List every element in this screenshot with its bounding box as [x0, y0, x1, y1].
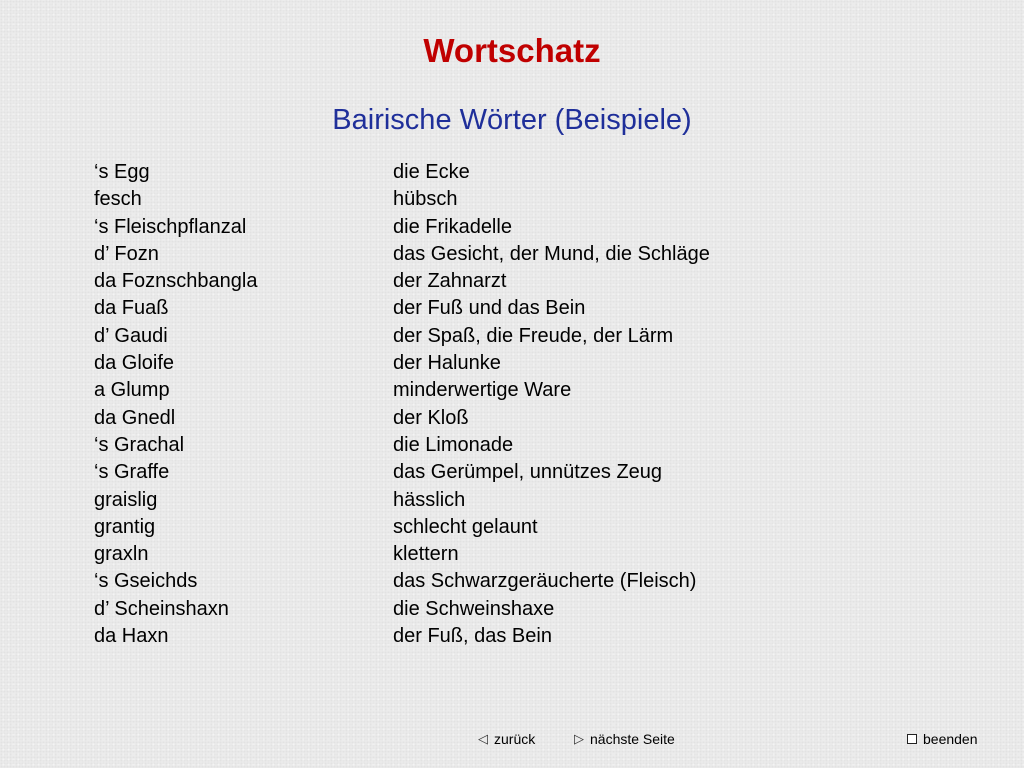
hochdeutsch-translation: die Ecke — [393, 161, 470, 183]
bairisch-word: ‘s Fleischpflanzal — [94, 215, 247, 238]
hochdeutsch-translation: das Schwarzgeräucherte (Fleisch) — [393, 570, 697, 593]
hochdeutsch-translation: hässlich — [393, 488, 466, 511]
vocab-row — [94, 623, 794, 650]
hochdeutsch-translation: der Kloß — [393, 406, 469, 429]
bairisch-word: ‘s Graffe — [94, 461, 170, 484]
bairisch-word: d’ Fozn — [94, 242, 159, 265]
hochdeutsch-translation: minderwertige Ware — [393, 379, 572, 402]
bairisch-word: da Haxn — [94, 625, 169, 648]
bairisch-word: graislig — [94, 488, 158, 511]
vocab-row — [94, 186, 794, 213]
hochdeutsch-translation: der Fuß und das Bein — [393, 297, 586, 320]
bairisch-word: da Fuaß — [94, 297, 169, 320]
page-title: Wortschatz — [423, 32, 601, 69]
back-button[interactable] — [478, 729, 535, 749]
vocab-row — [94, 295, 794, 322]
vocab-row — [94, 214, 794, 241]
vocab-row — [94, 459, 794, 486]
bairisch-word: ‘s Grachal — [94, 433, 185, 456]
hochdeutsch-translation: hübsch — [393, 188, 458, 211]
next-page-label: nächste Seite — [590, 731, 675, 747]
bairisch-word: da Gloife — [94, 352, 175, 375]
hochdeutsch-translation: der Fuß, das Bein — [393, 625, 552, 648]
vocab-row — [94, 350, 794, 377]
bairisch-word: d’ Gaudi — [94, 324, 168, 347]
end-button[interactable] — [907, 729, 978, 749]
hochdeutsch-translation: schlecht gelaunt — [393, 515, 538, 538]
vocab-row — [94, 541, 794, 568]
hochdeutsch-translation: der Halunke — [393, 352, 501, 375]
hochdeutsch-translation: das Gesicht, der Mund, die Schläge — [393, 242, 710, 265]
end-label: beenden — [923, 731, 978, 747]
hochdeutsch-translation: das Gerümpel, unnützes Zeug — [393, 461, 663, 484]
bairisch-word: d’ Scheinshaxn — [94, 597, 229, 620]
bairisch-word: ‘s Egg — [94, 161, 150, 183]
hochdeutsch-translation: klettern — [393, 543, 459, 566]
bairisch-word: a Glump — [94, 379, 170, 402]
bairisch-word: grantig — [94, 515, 156, 538]
vocab-row — [94, 405, 794, 432]
square-outline-icon — [907, 734, 917, 744]
vocab-row — [94, 377, 794, 404]
triangle-left-outline-icon: ◁ — [478, 731, 488, 746]
vocab-row — [94, 159, 794, 186]
bairisch-word: graxln — [94, 543, 149, 566]
vocab-row — [94, 432, 794, 459]
vocab-row — [94, 568, 794, 595]
vocab-row — [94, 487, 794, 514]
vocabulary-list — [94, 159, 794, 650]
vocab-row — [94, 514, 794, 541]
hochdeutsch-translation: der Zahnarzt — [393, 270, 507, 293]
vocab-row — [94, 323, 794, 350]
vocab-row — [94, 241, 794, 268]
hochdeutsch-translation: die Schweinshaxe — [393, 597, 555, 620]
page-subtitle: Bairische Wörter (Beispiele) — [332, 104, 692, 136]
bairisch-word: fesch — [94, 188, 142, 211]
bairisch-word: da Foznschbangla — [94, 270, 258, 293]
hochdeutsch-translation: der Spaß, die Freude, der Lärm — [393, 324, 674, 347]
triangle-right-outline-icon: ▷ — [574, 731, 584, 746]
vocab-row — [94, 596, 794, 623]
hochdeutsch-translation: die Frikadelle — [393, 215, 512, 238]
bairisch-word: ‘s Gseichds — [94, 570, 198, 593]
back-label: zurück — [494, 731, 536, 747]
bairisch-word: da Gnedl — [94, 406, 176, 429]
hochdeutsch-translation: die Limonade — [393, 433, 514, 456]
next-page-button[interactable] — [574, 729, 675, 749]
vocab-row — [94, 268, 794, 295]
